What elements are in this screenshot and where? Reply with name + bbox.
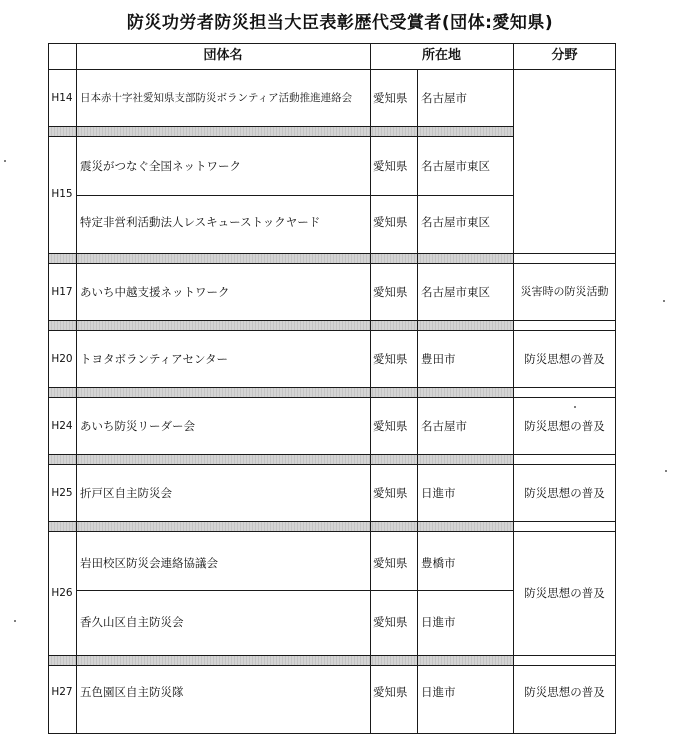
prefecture: 愛知県 <box>373 215 408 229</box>
row-separator <box>48 521 513 531</box>
org-name: 五色園区自主防災隊 <box>80 685 184 699</box>
city: 名古屋市東区 <box>421 159 490 173</box>
org-name: 香久山区自主防災会 <box>80 615 184 629</box>
awards-table <box>48 43 616 734</box>
row-separator <box>48 387 513 397</box>
row-separator <box>48 655 513 665</box>
year-cell: H14 <box>51 92 73 104</box>
org-name: 折戸区自主防災会 <box>80 486 172 500</box>
city: 日進市 <box>421 685 456 699</box>
scan-speck <box>4 160 6 162</box>
org-name: あいち中越支援ネットワーク <box>80 285 230 299</box>
row-separator <box>48 320 513 330</box>
header-field: 分野 <box>551 48 578 63</box>
year-cell: H24 <box>51 420 73 432</box>
org-name: トヨタボランティアセンター <box>80 352 229 366</box>
field-cell: 災害時の防災活動 <box>520 285 609 298</box>
city: 名古屋市東区 <box>421 215 490 229</box>
prefecture: 愛知県 <box>373 285 408 299</box>
prefecture: 愛知県 <box>373 615 408 629</box>
field-cell: 防災思想の普及 <box>524 486 605 500</box>
org-name: あいち防災リーダー会 <box>80 419 195 433</box>
header-location: 所在地 <box>421 48 461 63</box>
prefecture: 愛知県 <box>373 352 408 366</box>
year-cell: H25 <box>51 487 73 499</box>
field-cell: 防災思想の普及 <box>524 685 605 699</box>
field-cell: 防災思想の普及 <box>524 419 605 433</box>
year-cell: H26 <box>51 587 73 599</box>
scan-speck <box>665 470 667 472</box>
year-cell: H27 <box>51 686 73 698</box>
city: 名古屋市 <box>421 91 467 105</box>
prefecture: 愛知県 <box>373 159 408 173</box>
city: 日進市 <box>421 486 456 500</box>
field-cell: 防災思想の普及 <box>524 352 605 366</box>
org-name: 震災がつなぐ全国ネットワーク <box>80 159 241 173</box>
year-cell: H15 <box>51 188 73 200</box>
page-title: 防災功労者防災担当大臣表彰歴代受賞者(団体:愛知県) <box>126 13 554 33</box>
row-separator <box>48 253 513 263</box>
prefecture: 愛知県 <box>373 556 408 570</box>
prefecture: 愛知県 <box>373 486 408 500</box>
org-name: 特定非営利活動法人レスキューストックヤード <box>80 215 321 229</box>
year-cell: H17 <box>51 286 73 298</box>
field-cell: 防災思想の普及 <box>524 586 605 600</box>
row-separator <box>48 126 513 136</box>
prefecture: 愛知県 <box>373 91 408 105</box>
prefecture: 愛知県 <box>373 685 408 699</box>
header-name: 団体名 <box>203 48 243 63</box>
city: 名古屋市東区 <box>421 285 490 299</box>
row-separator <box>48 454 513 464</box>
city: 豊橋市 <box>421 556 456 570</box>
city: 日進市 <box>421 615 456 629</box>
city: 名古屋市 <box>421 419 467 433</box>
prefecture: 愛知県 <box>373 419 408 433</box>
scan-speck <box>14 620 16 622</box>
scan-speck <box>574 406 576 408</box>
org-name: 日本赤十字社愛知県支部防災ボランティア活動推進連絡会 <box>80 92 353 104</box>
year-cell: H20 <box>51 353 73 365</box>
scan-speck <box>663 300 665 302</box>
org-name: 岩田校区防災会連絡協議会 <box>80 556 218 570</box>
city: 豊田市 <box>421 352 456 366</box>
